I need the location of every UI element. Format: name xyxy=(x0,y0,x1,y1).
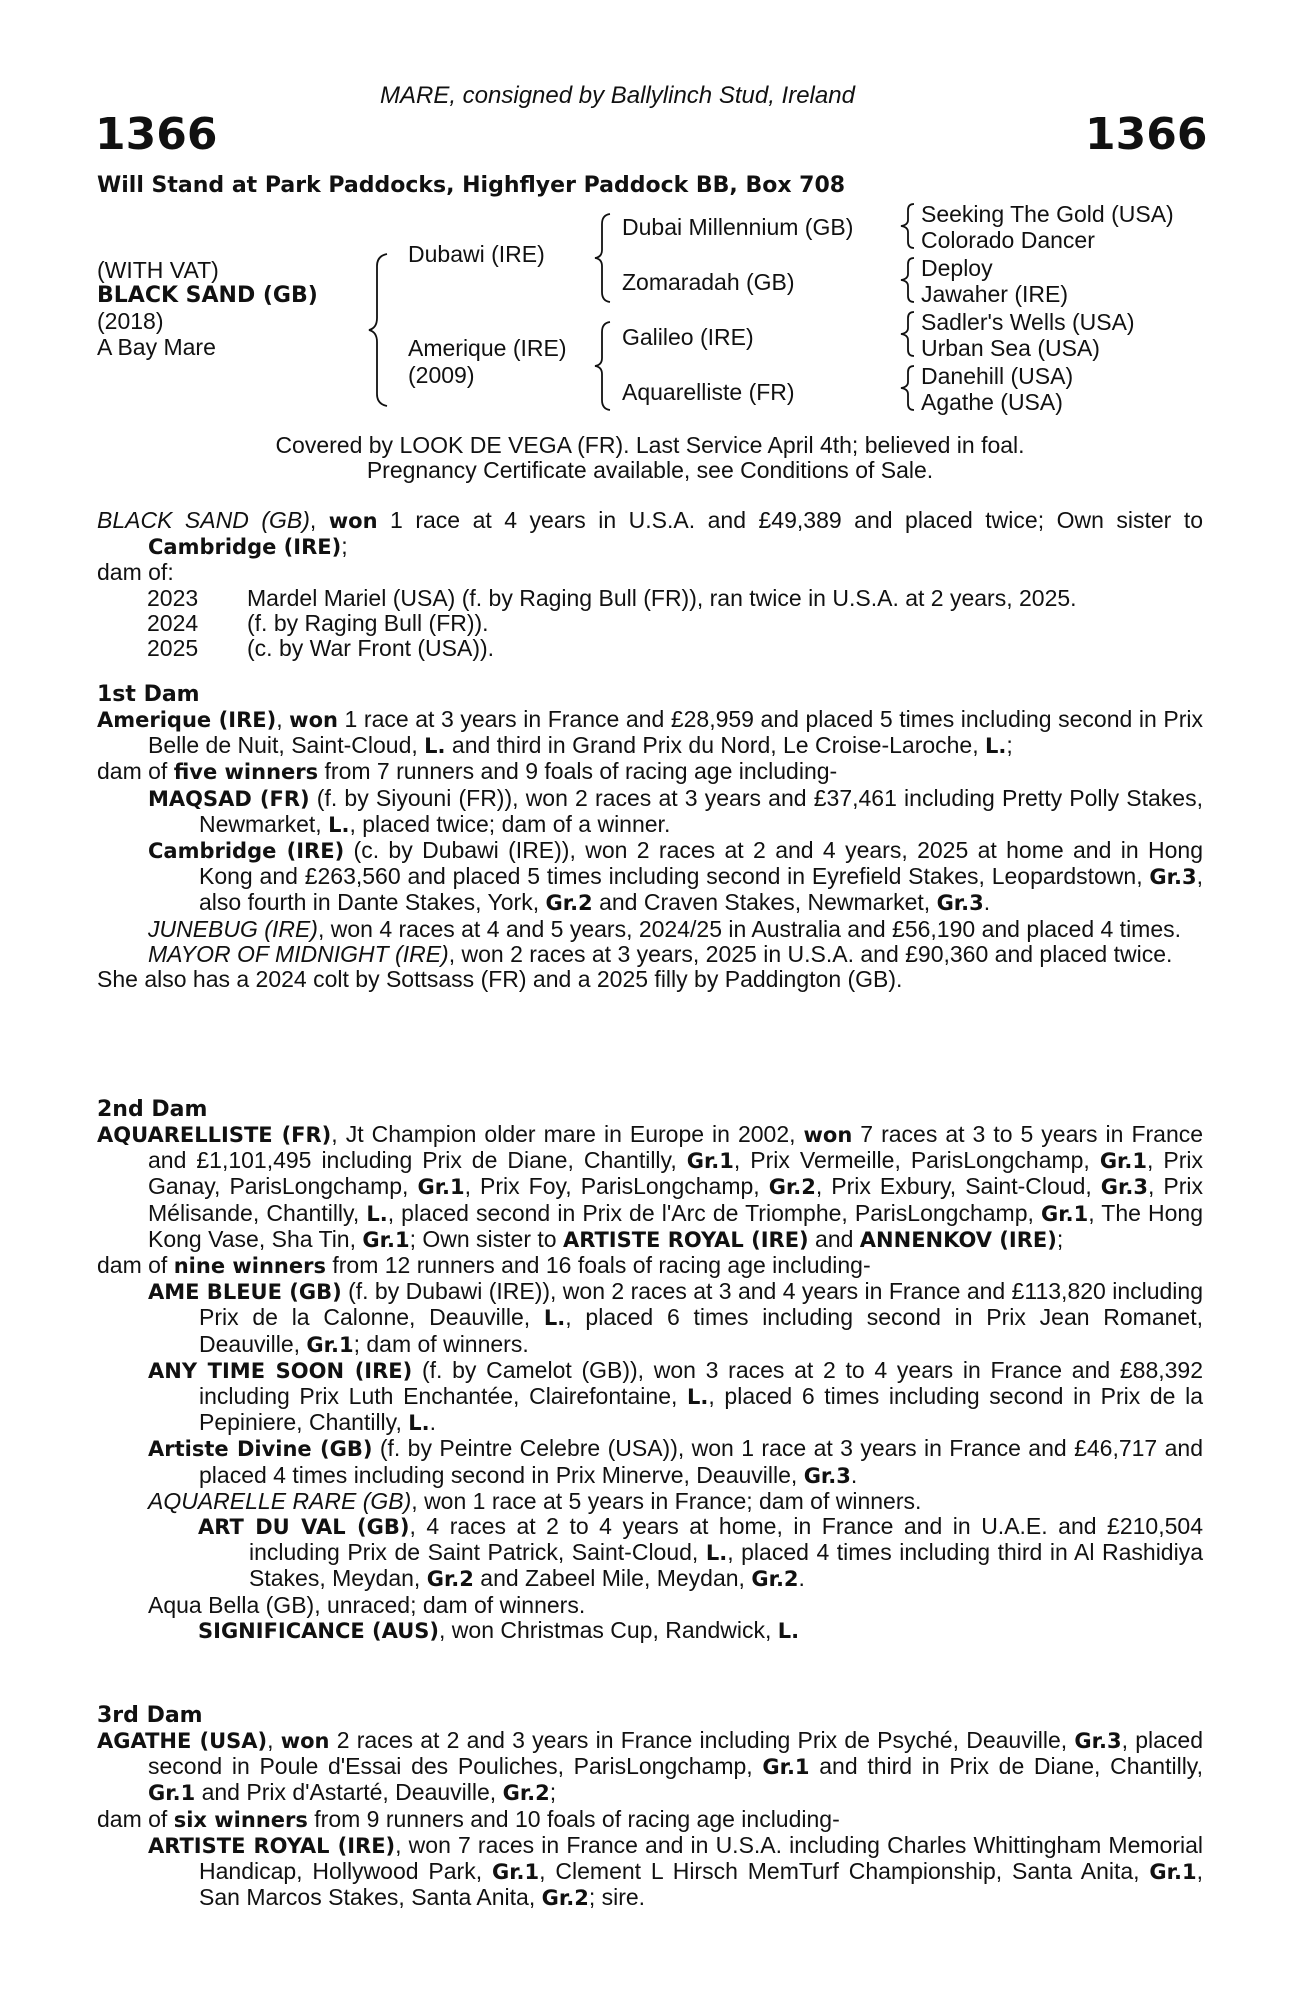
sibling-name: ANNENKOV (IRE) xyxy=(859,1227,1057,1252)
sire-sire: Dubai Millennium (GB) xyxy=(622,214,854,240)
offspring-name: SIGNIFICANCE (AUS) xyxy=(198,1618,440,1643)
text: 2 races at 2 and 3 years in France including Prix de Psyché, Deauville, xyxy=(329,1727,1075,1753)
text: , won Christmas Cup, Randwick, xyxy=(439,1616,778,1643)
progeny-text: (f. by Raging Bull (FR)). xyxy=(247,609,489,636)
won-word: won xyxy=(280,1729,330,1753)
lot-number-right: 1366 xyxy=(1085,109,1208,160)
text: . xyxy=(850,1461,858,1488)
dam-dam: Aquarelliste (FR) xyxy=(622,379,795,405)
text: ; xyxy=(549,1779,557,1806)
progeny-text: (c. by War Front (USA)). xyxy=(247,635,495,662)
pedigree-brace-dam xyxy=(590,318,616,414)
text: , placed 6 times including second in Prix Jean Romanet, Deauville, xyxy=(199,1304,1203,1357)
grade-mark: Gr.2 xyxy=(768,1175,816,1200)
text: , placed second in Prix de l'Arc de Triomphe, ParisLongchamp, xyxy=(387,1199,1041,1226)
text: (f. by Camelot (GB)), won 3 races at 2 to 4 years in France and £88,392 including Prix Luth Enchantée, Clairefontaine, xyxy=(199,1356,1203,1410)
text: (f. by Siyouni (FR)), won 2 races at 3 years and £37,461 including Pretty Polly Stakes, Newmarket, xyxy=(199,784,1203,837)
progeny-row xyxy=(147,611,1077,636)
text: , Prix Ganay, ParisLongchamp, xyxy=(148,1147,1203,1200)
ggsire-6: Urban Sea (USA) xyxy=(921,335,1100,361)
pedigree-brace-g1 xyxy=(896,200,920,252)
text: . xyxy=(798,1565,805,1592)
won-word: won xyxy=(328,509,378,533)
text: from 12 runners and 16 foals of racing age including- xyxy=(325,1252,871,1279)
listed-mark: L. xyxy=(328,812,350,837)
intro-horse-name: BLACK SAND (GB) xyxy=(97,507,310,533)
text: and Zabeel Mile, Meydan, xyxy=(473,1565,752,1592)
first-dam-name: Amerique (IRE) xyxy=(97,708,277,732)
listed-mark: L. xyxy=(543,1306,566,1331)
text: and Craven Stakes, Newmarket, xyxy=(592,889,937,916)
ggsire-4: Jawaher (IRE) xyxy=(921,281,1068,307)
text: , Prix Vermeille, ParisLongchamp, xyxy=(733,1147,1100,1174)
offspring-name: MAQSAD (FR) xyxy=(148,786,310,811)
third-dam-name: AGATHE (USA) xyxy=(97,1729,268,1753)
offspring-name: MAYOR OF MIDNIGHT (IRE) xyxy=(148,940,449,967)
grade-mark: Gr.2 xyxy=(751,1567,799,1592)
text: , Prix Mélisande, Chantilly, xyxy=(148,1173,1203,1226)
text: , The Hong Kong Vase, Sha Tin, xyxy=(148,1199,1204,1252)
text: , placed twice; dam of a winner. xyxy=(349,810,671,837)
grade-mark: Gr.3 xyxy=(936,891,984,916)
aqua-bella-line: Aqua Bella (GB), unraced; dam of winners. xyxy=(148,1591,586,1618)
pedigree-brace-g3 xyxy=(896,308,920,360)
also-note: She also has a 2024 colt by Sottsass (FR) and a 2025 filly by Paddington (GB). xyxy=(97,966,903,993)
third-dam-section: 3rd Dam AGATHE (USA), won 2 races at 2 and 3 years in France including Prix de Psyché, Deauville, Gr.3, placed second in Poule d'Essai des Pouliches, ParisLongchamp, Gr.1 and third in Prix de Diane, Chantilly, Gr.1 and Prix d'Astarté, Deauville, Gr.2; dam of six winners from 9 runners and 10 foals of racing age including- ARTISTE ROYAL (IRE), won 7 races in France and in U.S.A. including Charles Whittingham Memorial Handicap, Hollywood Park, Gr.1, Clement L Hirsch MemTurf Championship, Santa Anita, Gr.1, San Marcos Stakes, Santa Anita, Gr.2; sire. xyxy=(97,1703,1204,1911)
first-dam-section: 1st Dam Amerique (IRE), won 1 race at 3 years in France and £28,959 and placed 5 times including second in Prix Belle de Nuit, Saint-Cloud, L. and third in Grand Prix du Nord, Le Croise-Laroche, L.; dam of five winners from 7 runners and 9 foals of racing age including- MAQSAD (FR) (f. by Siyouni (FR)), won 2 races at 3 years and £37,461 including Pretty Polly Stakes, Newmarket, L., placed twice; dam of a winner. Cambridge (IRE) (c. by Dubawi (IRE)), won 2 races at 2 and 4 years, 2025 at home and in Hong Kong and £263,560 and placed 5 times including second in Eyrefield Stakes, Leopardstown, Gr.3, also fourth in Dante Stakes, York, Gr.2 and Craven Stakes, Newmarket, Gr.3. JUNEBUG (IRE), won 4 races at 4 and 5 years, 2024/25 in Australia and £56,190 and placed 4 times. MAYOR OF MIDNIGHT (IRE), won 2 races at 3 years, 2025 in U.S.A. and £90,360 and placed twice. She also has a 2024 colt by Sottsass (FR) and a 2025 filly by Paddington (GB). xyxy=(97,682,1203,993)
second-dam-section xyxy=(97,1097,1203,1644)
horse-name: BLACK SAND (GB) xyxy=(97,283,318,308)
offspring-name: ARTISTE ROYAL (IRE) xyxy=(148,1833,396,1858)
text: dam of xyxy=(97,1252,174,1279)
offspring-name: Artiste Divine (GB) xyxy=(148,1437,373,1462)
won-word: won xyxy=(803,1123,853,1147)
text: . xyxy=(429,1409,436,1436)
text: , won 2 races at 3 years, 2025 in U.S.A. and £90,360 and placed twice. xyxy=(448,940,1173,967)
second-dam-name: AQUARELLISTE (FR) xyxy=(97,1123,332,1147)
stand-location: Will Stand at Park Paddocks, Highflyer Paddock BB, Box 708 xyxy=(97,173,846,198)
first-dam-heading: 1st Dam xyxy=(97,682,200,707)
sire-name: Dubawi (IRE) xyxy=(408,241,545,267)
ggsire-3: Deploy xyxy=(921,255,993,281)
text: , Prix Exbury, Saint-Cloud, xyxy=(815,1173,1101,1200)
winners-count: five winners xyxy=(173,760,319,785)
text: . xyxy=(983,889,991,916)
grade-mark: Gr.1 xyxy=(417,1175,465,1200)
listed-mark: L. xyxy=(687,1385,709,1410)
grade-mark: Gr.1 xyxy=(148,1781,196,1806)
dam-name: Amerique (IRE) xyxy=(408,335,567,361)
text: ; sire. xyxy=(588,1884,646,1911)
listed-mark: L. xyxy=(705,1541,728,1566)
text: and third in Grand Prix du Nord, Le Croise-Laroche, xyxy=(445,732,986,759)
listed-mark: L. xyxy=(408,1411,430,1436)
sire-dam: Zomaradah (GB) xyxy=(622,269,795,295)
offspring-name: JUNEBUG (IRE) xyxy=(148,915,318,942)
sister-name: Cambridge (IRE) xyxy=(148,535,342,560)
grade-mark: Gr.2 xyxy=(502,1781,550,1806)
offspring-name: ART DU VAL (GB) xyxy=(198,1515,410,1540)
text: , placed second in Poule d'Essai des Pouliches, ParisLongchamp, xyxy=(148,1727,1204,1780)
intro-section: BLACK SAND (GB), won 1 race at 4 years in U.S.A. and £49,389 and placed twice; Own sister to Cambridge (IRE); dam of: 2023 Mardel Mariel (USA) (f. by Raging Bull (FR)), ran twice in U.S.A. at 2 years, 2025. 2024 (f. by Raging Bull (FR)). 2025 (c. by War Front (USA)). xyxy=(97,507,1204,662)
text: dam of xyxy=(97,758,174,785)
grade-mark: Gr.1 xyxy=(762,1755,810,1780)
listed-mark: L. xyxy=(366,1201,388,1226)
text: ; Own sister to xyxy=(409,1225,563,1252)
progeny-text: Mardel Mariel (USA) (f. by Raging Bull (FR)), ran twice in U.S.A. at 2 years, 2025. xyxy=(247,584,1077,611)
horse-year: (2018) xyxy=(97,308,164,334)
sibling-name: ARTISTE ROYAL (IRE) xyxy=(562,1227,809,1252)
grade-mark: Gr.1 xyxy=(1099,1149,1148,1174)
winners-count: nine winners xyxy=(173,1254,326,1279)
offspring-name: ANY TIME SOON (IRE) xyxy=(148,1358,413,1383)
horse-description: A Bay Mare xyxy=(97,334,216,360)
pedigree-brace-sire xyxy=(590,210,616,306)
intro-end: ; xyxy=(341,533,348,560)
grade-mark: Gr.1 xyxy=(306,1332,354,1357)
offspring-name: AQUARELLE RARE (GB) xyxy=(148,1487,412,1514)
covering-line-1: Covered by LOOK DE VEGA (FR). Last Service April 4th; believed in foal. xyxy=(275,432,1025,458)
ggsire-8: Agathe (USA) xyxy=(921,389,1063,415)
grade-mark: Gr.3 xyxy=(1149,865,1197,890)
text: 1 race at 3 years in France and £28,959 and placed 5 times including second in Prix Belle de Nuit, Saint-Cloud, xyxy=(148,706,1203,759)
winners-count: six winners xyxy=(173,1807,308,1832)
text: (f. by Peintre Celebre (USA)), won 1 race at 3 years in France and £46,717 and placed 4 times including second in Prix Minerve, Deauville, xyxy=(199,1435,1203,1488)
second-dam-heading: 2nd Dam xyxy=(97,1097,208,1122)
progeny-row xyxy=(147,586,1077,611)
text: , placed 6 times including second in Prix de la Pepiniere, Chantilly, xyxy=(199,1383,1203,1436)
grade-mark: Gr.1 xyxy=(491,1860,540,1885)
text: , placed 4 times including third in Al Rashidiya Stakes, Meydan, xyxy=(249,1539,1203,1592)
grade-mark: Gr.1 xyxy=(686,1149,734,1174)
pedigree-brace-main xyxy=(365,250,395,410)
grade-mark: Gr.3 xyxy=(1074,1729,1122,1753)
dam-year: (2009) xyxy=(408,362,475,388)
consignor-line: MARE, consigned by Ballylinch Stud, Ireland xyxy=(380,82,855,109)
listed-mark: L. xyxy=(424,734,446,759)
text: dam of xyxy=(97,1805,174,1832)
text: , Jt Champion older mare in Europe in 2002, xyxy=(331,1121,804,1147)
text: ; xyxy=(1006,732,1013,759)
offspring-name: Cambridge (IRE) xyxy=(148,839,345,864)
dam-of-label: dam of: xyxy=(97,559,174,586)
progeny-year: 2024 xyxy=(147,609,199,636)
ggsire-2: Colorado Dancer xyxy=(921,227,1095,253)
text: and Prix d'Astarté, Deauville, xyxy=(195,1779,503,1806)
text: , Clement L Hirsch MemTurf Championship, Santa Anita, xyxy=(539,1858,1150,1885)
text: and third in Prix de Diane, Chantilly, xyxy=(809,1753,1203,1780)
text: 7 races at 3 to 5 years in France and £1,101,495 including Prix de Diane, Chantilly, xyxy=(148,1121,1204,1174)
listed-mark: L. xyxy=(985,734,1007,759)
covering-line-2: Pregnancy Certificate available, see Conditions of Sale. xyxy=(366,457,934,483)
text: , 4 races at 2 to 4 years at home, in France and in U.A.E. and £210,504 including Prix de Saint Patrick, Saint-Cloud, xyxy=(249,1513,1203,1566)
grade-mark: Gr.1 xyxy=(362,1227,410,1252)
text: (c. by Dubawi (IRE)), won 2 races at 2 and 4 years, 2025 at home and in Hong Kong and £263,560 and placed 5 times including second in Eyrefield Stakes, Leopardstown, xyxy=(199,837,1203,890)
dam-sire: Galileo (IRE) xyxy=(622,324,754,350)
ggsire-5: Sadler's Wells (USA) xyxy=(921,309,1135,335)
text: , Prix Foy, ParisLongchamp, xyxy=(464,1173,769,1200)
text: (f. by Dubawi (IRE)), won 2 races at 3 and 4 years in France and £113,820 including Prix de la Calonne, Deauville, xyxy=(199,1278,1203,1331)
grade-mark: Gr.1 xyxy=(1149,1860,1197,1885)
progeny-table xyxy=(147,586,1077,662)
text: ; xyxy=(1056,1225,1064,1252)
pedigree-brace-g4 xyxy=(896,362,920,414)
third-dam-heading: 3rd Dam xyxy=(97,1703,203,1728)
grade-mark: Gr.2 xyxy=(545,891,593,916)
vat-note: (WITH VAT) xyxy=(97,257,219,283)
text: , won 7 races in France and in U.S.A. including Charles Whittingham Memorial Handicap, Hollywood Park, xyxy=(199,1831,1203,1885)
grade-mark: Gr.1 xyxy=(1041,1201,1089,1226)
text: , San Marcos Stakes, Santa Anita, xyxy=(199,1858,1204,1911)
offspring-name: AME BLEUE (GB) xyxy=(148,1280,342,1305)
text: ; dam of winners. xyxy=(353,1330,529,1357)
grade-mark: Gr.3 xyxy=(803,1463,851,1488)
text: , won 1 race at 5 years in France; dam of winners. xyxy=(411,1487,922,1514)
grade-mark: Gr.2 xyxy=(426,1567,474,1592)
lot-number-left: 1366 xyxy=(95,109,218,160)
progeny-year: 2025 xyxy=(147,635,199,662)
ggsire-7: Danehill (USA) xyxy=(921,363,1074,389)
text: and xyxy=(808,1225,860,1252)
intro-text: 1 race at 4 years in U.S.A. and £49,389 and placed twice; Own sister to xyxy=(377,507,1204,533)
progeny-year: 2023 xyxy=(147,584,199,611)
ggsire-1: Seeking The Gold (USA) xyxy=(921,201,1174,227)
text: , won 4 races at 4 and 5 years, 2024/25 in Australia and £56,190 and placed 4 times. xyxy=(317,915,1182,942)
listed-mark: L. xyxy=(777,1618,800,1643)
won-word: won xyxy=(289,708,338,732)
progeny-row xyxy=(147,636,1077,661)
text: , also fourth in Dante Stakes, York, xyxy=(199,863,1203,916)
grade-mark: Gr.3 xyxy=(1100,1175,1148,1200)
text: from 9 runners and 10 foals of racing age including- xyxy=(307,1805,840,1832)
grade-mark: Gr.2 xyxy=(541,1886,589,1911)
text: from 7 runners and 9 foals of racing age including- xyxy=(318,758,838,785)
pedigree-brace-g2 xyxy=(896,254,920,306)
